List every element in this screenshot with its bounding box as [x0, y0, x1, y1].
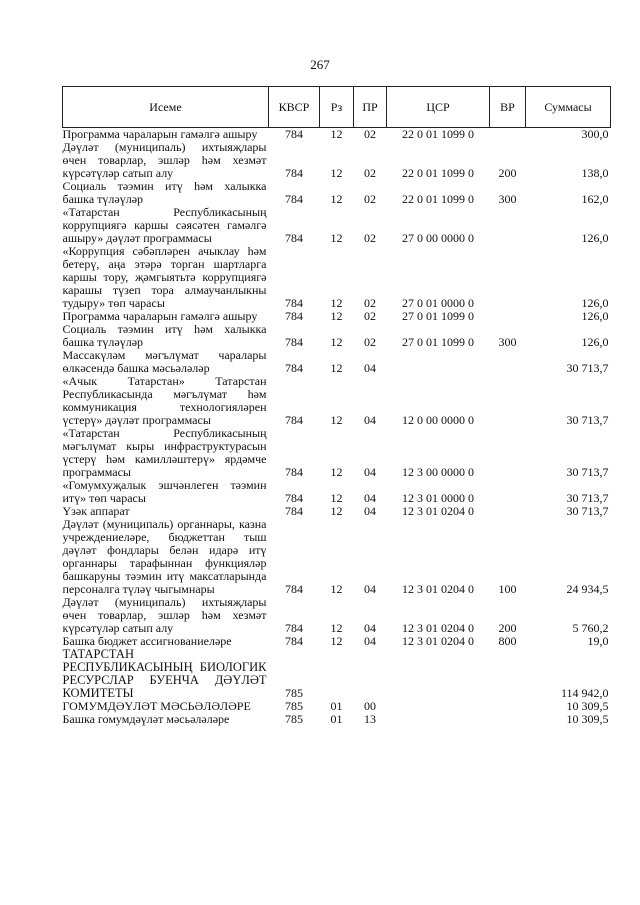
cell-vr — [490, 648, 526, 700]
table-row — [63, 635, 611, 648]
cell-pr: 04 — [364, 413, 376, 427]
cell-kvsr: 785 — [285, 699, 303, 713]
table-row — [63, 206, 611, 245]
cell-csr: 12 3 01 0000 0 — [402, 491, 474, 505]
cell-kvsr: 785 — [285, 686, 303, 700]
cell-vr — [490, 128, 526, 142]
cell-sum: 138,0 — [581, 166, 609, 180]
cell-sum: 30 713,7 — [566, 361, 609, 375]
cell-name: Массакүләм мәгълүмат чаралары өлкәсендә башка мәсьәләләр — [62, 348, 267, 375]
cell-rz: 12 — [330, 491, 343, 505]
cell-name: «Ачык Татарстан» Татарстан Республикасында мәгълүмат һәм коммуникация технологияләрен үстерү» дәүләт программасы — [62, 374, 267, 427]
cell-name: Дәүләт (муниципаль) ихтыяҗлары өчен товарлар, эшләр һәм хезмәт күрсәтүләр сатып алу — [62, 140, 267, 180]
cell-pr: 02 — [364, 335, 376, 349]
budget-table — [62, 86, 611, 726]
cell-name: «Коррупция сәбәпләрен ачыклау һәм бетерү, аңа этәрә торган шартларга каршы тору, җәмгыятьтә коррупциягә карашы түзеп тора алмаучанлыкны тудыру» төп чарасы — [62, 244, 267, 310]
cell-rz: 12 — [330, 166, 343, 180]
cell-pr: 00 — [364, 699, 376, 713]
cell-name: Социаль тәэмин итү һәм халыкка башка түләүләр — [62, 179, 267, 206]
cell-rz: 12 — [330, 231, 343, 245]
cell-kvsr: 784 — [285, 491, 303, 505]
table-row — [63, 349, 611, 375]
table-body — [63, 128, 611, 727]
table-row — [63, 128, 611, 142]
cell-kvsr: 785 — [285, 712, 303, 726]
cell-kvsr: 784 — [285, 634, 303, 648]
cell-sum: 30 713,7 — [566, 491, 609, 505]
cell-sum: 114 942,0 — [560, 686, 609, 700]
cell-sum: 300,0 — [581, 127, 609, 141]
cell-csr: 27 0 01 0000 0 — [402, 296, 474, 310]
cell-rz: 12 — [330, 621, 343, 635]
table-row — [63, 245, 611, 310]
cell-csr: 12 3 01 0204 0 — [402, 504, 474, 518]
cell-sum: 30 713,7 — [566, 465, 609, 479]
cell-name: ТАТАРСТАН РЕСПУБЛИКАСЫНЫҢ БИОЛОГИК РЕСУРСЛАР БУЕНЧА ДӘҮЛӘТ КОМИТЕТЫ — [62, 647, 267, 700]
cell-csr — [387, 700, 490, 713]
header-name: Исеме — [63, 87, 269, 128]
cell-csr: 22 0 01 1099 0 — [402, 192, 474, 206]
cell-name: Дәүләт (муниципаль) ихтыяҗлары өчен товарлар, эшләр һәм хезмәт күрсәтүләр сатып алу — [62, 595, 267, 635]
cell-name: «Гомумхуҗалык эшчәнлеген тәэмин итү» төп чарасы — [62, 478, 267, 505]
cell-rz — [320, 648, 354, 700]
cell-kvsr: 784 — [285, 361, 303, 375]
cell-vr — [490, 427, 526, 479]
table-row — [63, 375, 611, 427]
cell-pr: 02 — [364, 127, 376, 141]
cell-csr: 22 0 01 1099 0 — [402, 166, 474, 180]
table-header-row — [63, 87, 611, 128]
cell-rz: 01 — [330, 699, 343, 713]
cell-rz: 12 — [330, 634, 343, 648]
cell-pr — [354, 648, 387, 700]
header-vr: ВР — [490, 87, 526, 128]
table-row — [63, 180, 611, 206]
header-pr: ПР — [354, 87, 387, 128]
cell-csr: 27 0 01 1099 0 — [402, 335, 474, 349]
cell-sum: 126,0 — [581, 335, 609, 349]
cell-pr: 02 — [364, 309, 376, 323]
cell-kvsr: 784 — [285, 504, 303, 518]
cell-vr — [490, 713, 526, 726]
cell-csr — [387, 648, 490, 700]
cell-name: Программа чараларын гамәлгә ашыру — [62, 127, 258, 141]
table-row — [63, 141, 611, 180]
cell-vr — [490, 700, 526, 713]
cell-vr: 100 — [498, 582, 517, 596]
cell-name: Үзәк аппарат — [62, 504, 130, 518]
cell-csr: 27 0 01 1099 0 — [402, 309, 474, 323]
cell-kvsr: 784 — [285, 413, 303, 427]
cell-pr: 04 — [364, 634, 376, 648]
table-row — [63, 713, 611, 726]
cell-rz: 12 — [330, 296, 343, 310]
cell-pr: 02 — [364, 231, 376, 245]
cell-sum: 5 760,2 — [572, 621, 609, 635]
cell-vr — [490, 206, 526, 245]
cell-vr — [490, 479, 526, 505]
cell-kvsr: 784 — [285, 582, 303, 596]
header-sum: Суммасы — [526, 87, 611, 128]
cell-kvsr: 784 — [285, 621, 303, 635]
cell-csr — [387, 349, 490, 375]
cell-pr: 02 — [364, 296, 376, 310]
cell-sum: 162,0 — [581, 192, 609, 206]
cell-vr — [490, 375, 526, 427]
cell-csr — [387, 713, 490, 726]
table-row — [63, 427, 611, 479]
cell-sum: 10 309,5 — [566, 699, 609, 713]
cell-kvsr: 784 — [285, 465, 303, 479]
table-row — [63, 323, 611, 349]
cell-pr: 04 — [364, 621, 376, 635]
cell-csr: 27 0 00 0000 0 — [402, 231, 474, 245]
cell-csr: 12 3 00 0000 0 — [402, 465, 474, 479]
cell-csr: 22 0 01 1099 0 — [402, 127, 474, 141]
header-csr: ЦСР — [387, 87, 490, 128]
cell-kvsr: 784 — [285, 231, 303, 245]
cell-vr — [490, 245, 526, 310]
cell-name: Башка гомумдәүләт мәсьәләләре — [62, 712, 230, 726]
cell-kvsr: 784 — [285, 296, 303, 310]
cell-csr: 12 3 01 0204 0 — [402, 582, 474, 596]
cell-vr: 200 — [498, 166, 517, 180]
cell-name: Дәүләт (муниципаль) органнары, казна учреждениеләре, бюджеттан тыш дәүләт фондлары белән идарә итү органнары тарафыннан функцияләр башкаруны тәэмин итү максатларында персоналга түләү чыгымнары — [62, 517, 267, 596]
cell-pr: 04 — [364, 465, 376, 479]
cell-rz: 12 — [330, 413, 343, 427]
cell-pr: 04 — [364, 582, 376, 596]
cell-name: «Татарстан Республикасының коррупциягә каршы сәясәтен гамәлгә ашыру» дәүләт программасы — [62, 205, 267, 245]
cell-sum: 19,0 — [587, 634, 609, 648]
cell-name: Башка бюджет ассигнованиеләре — [62, 634, 232, 648]
cell-vr: 800 — [498, 634, 517, 648]
cell-csr: 12 3 01 0204 0 — [402, 621, 474, 635]
cell-rz: 01 — [330, 712, 343, 726]
cell-pr: 04 — [364, 491, 376, 505]
cell-pr: 02 — [364, 192, 376, 206]
cell-rz: 12 — [330, 465, 343, 479]
table-row — [63, 479, 611, 505]
cell-sum: 30 713,7 — [566, 504, 609, 518]
cell-rz: 12 — [330, 582, 343, 596]
cell-pr: 04 — [364, 361, 376, 375]
cell-sum: 24 934,5 — [566, 582, 609, 596]
cell-csr: 12 0 00 0000 0 — [402, 413, 474, 427]
cell-pr: 04 — [364, 504, 376, 518]
cell-rz: 12 — [330, 192, 343, 206]
cell-rz: 12 — [330, 335, 343, 349]
table-row — [63, 518, 611, 596]
cell-sum: 126,0 — [581, 296, 609, 310]
cell-rz: 12 — [330, 361, 343, 375]
cell-kvsr: 784 — [285, 192, 303, 206]
cell-vr: 300 — [498, 192, 517, 206]
cell-kvsr: 784 — [285, 309, 303, 323]
cell-name: «Татарстан Республикасының мәгълүмат кыры инфраструктурасын үстерү һәм камилләштерү» ярдәмче программасы — [62, 426, 267, 479]
cell-pr: 02 — [364, 166, 376, 180]
cell-sum: 126,0 — [581, 309, 609, 323]
cell-vr — [490, 349, 526, 375]
header-kvsr: КВСР — [269, 87, 320, 128]
page-number: 267 — [310, 57, 330, 72]
table-row — [63, 648, 611, 700]
cell-kvsr: 784 — [285, 166, 303, 180]
cell-name: Социаль тәэмин итү һәм халыкка башка түләүләр — [62, 322, 267, 349]
cell-name: Программа чараларын гамәлгә ашыру — [62, 309, 258, 323]
cell-sum: 30 713,7 — [566, 413, 609, 427]
cell-vr — [490, 505, 526, 518]
cell-vr: 200 — [498, 621, 517, 635]
cell-rz: 12 — [330, 127, 343, 141]
cell-sum: 10 309,5 — [566, 712, 609, 726]
cell-rz: 12 — [330, 504, 343, 518]
cell-name: ГОМУМДӘҮЛӘТ МӘСЬӘЛӘЛӘРЕ — [62, 699, 251, 713]
cell-kvsr: 784 — [285, 127, 303, 141]
cell-vr — [490, 310, 526, 323]
header-rz: Рз — [320, 87, 354, 128]
table-row — [63, 596, 611, 635]
cell-csr: 12 3 01 0204 0 — [402, 634, 474, 648]
cell-rz: 12 — [330, 309, 343, 323]
cell-vr: 300 — [498, 335, 517, 349]
cell-pr: 13 — [364, 712, 376, 726]
cell-kvsr: 784 — [285, 335, 303, 349]
cell-sum: 126,0 — [581, 231, 609, 245]
